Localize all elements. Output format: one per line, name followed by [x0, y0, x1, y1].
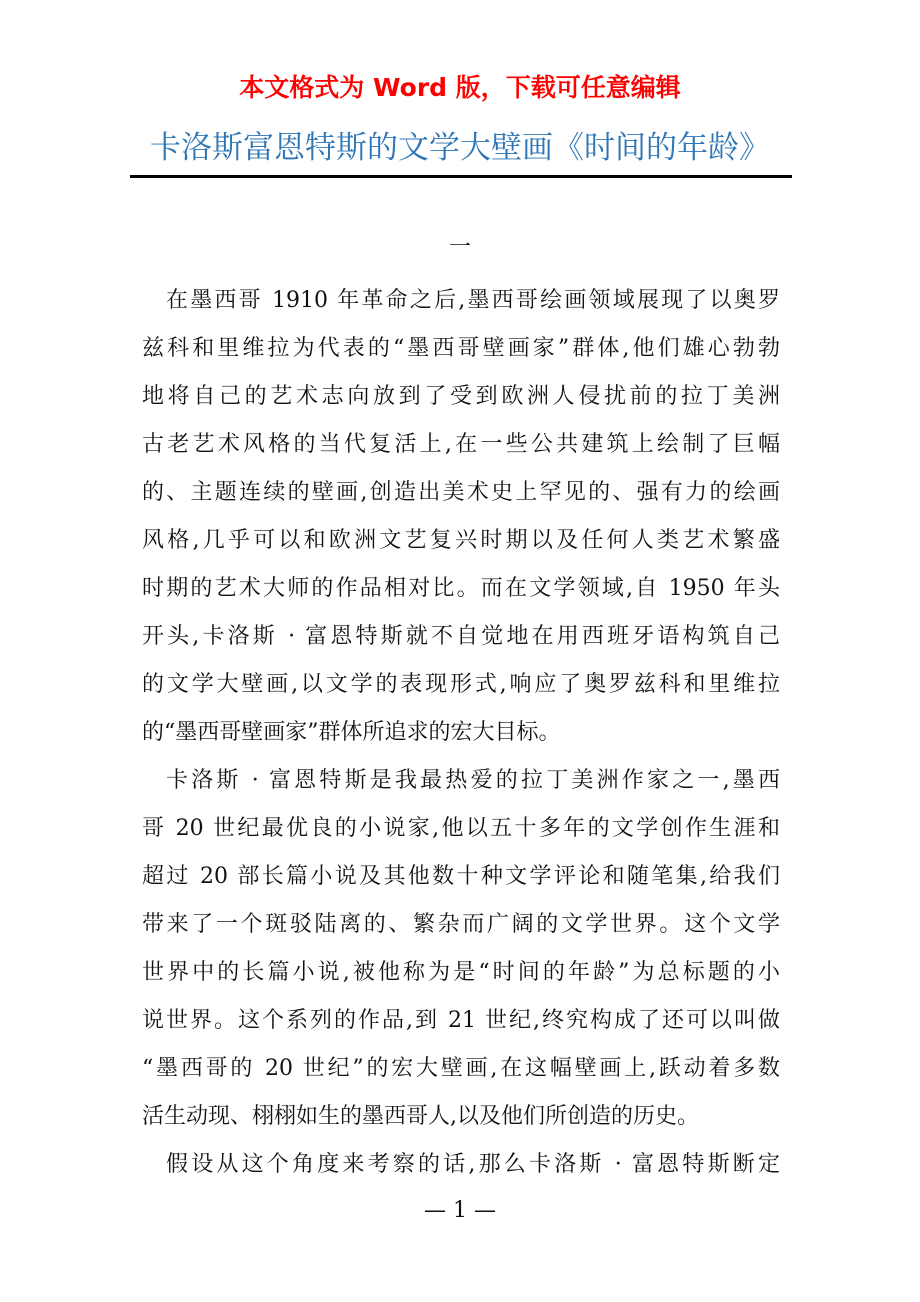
- paragraph-line: 哥 20 世纪最优良的小说家,他以五十多年的文学创作生涯和: [142, 816, 780, 841]
- paragraph-line: “墨西哥的 20 世纪”的宏大壁画,在这幅壁画上,跃动着多数: [142, 1056, 780, 1081]
- paragraph-line: 卡洛斯 · 富恩特斯是我最热爱的拉丁美洲作家之一,墨西: [166, 768, 780, 793]
- paragraph-line: 活生动现、栩栩如生的墨西哥人,以及他们所创造的历史。: [142, 1104, 699, 1129]
- paragraph-line: 的、主题连续的壁画,创造出美术史上罕见的、强有力的绘画: [142, 480, 780, 505]
- paragraph-line: 的文学大壁画,以文学的表现形式,响应了奥罗兹科和里维拉: [142, 672, 780, 697]
- paragraph-line: 地将自己的艺术志向放到了受到欧洲人侵扰前的拉丁美洲: [142, 384, 780, 409]
- paragraph-line: 兹科和里维拉为代表的“墨西哥壁画家”群体,他们雄心勃勃: [142, 336, 780, 361]
- paragraph-line: 假设从这个角度来考察的话,那么卡洛斯 · 富恩特斯断定: [166, 1152, 780, 1177]
- section-heading: 一: [448, 235, 471, 260]
- paragraph-line: 带来了一个斑驳陆离的、繁杂而广阔的文学世界。这个文学: [142, 912, 780, 937]
- paragraph-line: 超过 20 部长篇小说及其他数十种文学评论和随笔集,给我们: [142, 864, 780, 889]
- editable-notice: 本文格式为 Word 版，下载可任意编辑: [239, 73, 681, 102]
- paragraph-line: 说世界。这个系列的作品,到 21 世纪,终究构成了还可以叫做: [142, 1008, 780, 1033]
- paragraph-line: 世界中的长篇小说,被他称为是“时间的年龄”为总标题的小: [142, 960, 780, 985]
- paragraph-line: 的“墨西哥壁画家”群体所追求的宏大目标。: [142, 720, 561, 745]
- paragraph-line: 风格,几乎可以和欧洲文艺复兴时期以及任何人类艺术繁盛: [142, 528, 780, 553]
- page-number: — 1 —: [424, 1198, 496, 1223]
- paragraph-line: 开头,卡洛斯 · 富恩特斯就不自觉地在用西班牙语构筑自己: [142, 624, 780, 649]
- document-title: 卡洛斯富恩特斯的文学大壁画《时间的年龄》: [150, 130, 770, 166]
- paragraph-line: 古老艺术风格的当代复活上,在一些公共建筑上绘制了巨幅: [142, 432, 780, 457]
- title-divider: [130, 175, 792, 178]
- paragraph-line: 时期的艺术大师的作品相对比。而在文学领域,自 1950 年头: [142, 576, 780, 601]
- paragraph-line: 在墨西哥 1910 年革命之后,墨西哥绘画领域展现了以奥罗: [166, 288, 780, 313]
